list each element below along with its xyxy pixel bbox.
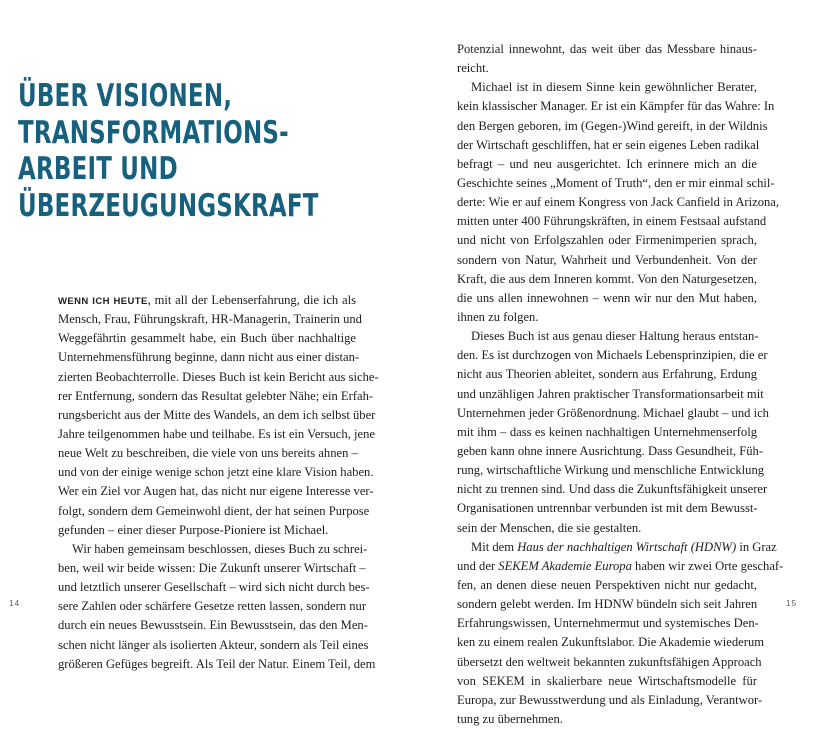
body-line: fen, an denen diese neuen Perspektiven nicht nur gedacht, [457, 577, 757, 592]
body-text-italic: SEKEM Akademie Europa [498, 558, 632, 573]
body-line: ihnen zu folgen. [457, 309, 539, 324]
body-line: nicht aus Theorien ableitet, sondern aus Erfahrung, Erdung [457, 367, 757, 382]
body-line: Organisationen untrennbar verbunden ist mit dem Bewusst- [457, 501, 758, 516]
body-line: Kraft, die aus dem Inneren kommt. Von den Naturgesetzen, [457, 271, 757, 286]
body-line: der Wirtschaft geschliffen, hat er sein eigenes Leben radikal [457, 137, 760, 152]
body-line: derte: Wie er auf einem Kongress von Jack Canfield in Arizona, [457, 195, 780, 210]
lead-in: WENN ICH HEUTE, [58, 296, 151, 307]
body-text-italic: Haus der nachhaltigen Wirtschaft (HDNW) [517, 539, 737, 554]
body-line: größeren Gefüges begreift. Als Teil der Natur. Einem Teil, dem [58, 656, 376, 671]
chapter-title-line: ÜBER VISIONEN, [18, 78, 233, 114]
body-line: Geschichte seines „Moment of Truth“, den er mir einmal schil- [457, 175, 775, 190]
body-line: Jahre teilgenommen habe und teilhabe. Es ist ein Versuch, jene [58, 426, 375, 441]
body-line: den. Es ist durchzogen von Michaels Lebensprinzipien, die er [457, 348, 768, 363]
body-line: und von der einige wenige schon jetzt eine klare Vision haben. [58, 465, 374, 480]
body-line: Potenzial innewohnt, das weit über das Messbare hinaus- [457, 42, 757, 56]
left-page-body [58, 291, 379, 674]
body-line: Michael ist in diesem Sinne kein gewöhnlicher Berater, [471, 80, 757, 95]
body-line: geben kann ohne innere Ausrichtung. Dass Gesundheit, Füh- [457, 443, 764, 458]
body-line: befragt – und neu ausgerichtet. Ich erinnere mich an die [457, 156, 757, 171]
body-line: sere Zahlen oder schärfere Gesetze retten lassen, sondern nur [58, 599, 367, 614]
body-line: folgt, sondern dem Gemeinwohl dient, der hat seinen Purpose [58, 503, 370, 518]
body-line: Dieses Buch ist aus genau dieser Haltung heraus entstan- [471, 329, 759, 344]
page-number-left: 14 [9, 599, 21, 608]
body-line: den Bergen geboren, im (Gegen-)Wind gereift, in der Wildnis [457, 118, 768, 133]
body-line: mitten unter 400 Führungskräften, in einem Festsaal aufstand [457, 214, 767, 229]
body-line: übersetzt den weltweit bekannten zukunftsfähigen Approach [457, 654, 762, 669]
body-line: reicht. [457, 61, 489, 76]
page-number-right: 15 [786, 599, 798, 608]
body-line: tung zu übernehmen. [457, 711, 563, 726]
body-line: rer Entfernung, sondern das Resultat gelebter Nähe; ein Erfah- [58, 388, 374, 403]
body-line: sondern von Natur, Wahrheit und Verbundenheit. Von der [457, 252, 757, 267]
body-line: und unzähligen Jahren praktischer Transformationsarbeit mit [457, 386, 764, 401]
body-line: rung, wirtschaftliche Wirkung und menschliche Entwicklung [457, 463, 765, 478]
body-line: zierten Beobachterrolle. Dieses Buch ist kein Bericht aus siche- [58, 369, 379, 384]
body-line: die uns allen innewohnen – wenn wir nur den Mut haben, [457, 290, 757, 305]
body-line: von SEKEM in skalierbare neue Wirtschaftsmodelle für [457, 673, 757, 688]
body-line: Weggefährtin gesammelt habe, ein Buch über nachhaltige [58, 331, 356, 346]
body-line: nicht zu trennen sind. Und dass die Zukunftsfähigkeit unserer [457, 482, 768, 497]
body-text: mit all der Lebenserfahrung, die ich als [150, 293, 356, 307]
body-line: Europa, zur Bewusstwerdung und als Einladung, Verantwor- [457, 692, 763, 707]
body-line: rungsbericht aus der Mitte des Wandels, an dem ich selbst über [58, 407, 376, 422]
body-line: neue Welt zu beschreiben, die viele von uns bereits ahnen – [58, 446, 358, 461]
body-line: sein der Menschen, die sie gestalten. [457, 520, 642, 535]
body-text: Mit dem [471, 539, 518, 554]
chapter-title [18, 78, 319, 224]
body-line: sondern gelebt werden. Im HDNW bündeln sich seit Jahren [457, 597, 758, 612]
body-line: und nicht von Erfolgszahlen oder Firmenimperien sprach, [457, 233, 757, 248]
body-line: Wer ein Ziel vor Augen hat, das nicht nur eigene Interesse ver- [58, 484, 374, 499]
body-line: ken zu einem realen Zukunftslabor. Die Akademie wiederum [457, 635, 765, 650]
body-line [457, 557, 784, 576]
chapter-title-line: ÜBERZEUGUNGSKRAFT [18, 187, 319, 224]
chapter-title-line: ARBEIT UND [18, 151, 178, 187]
body-line: schen nicht länger als isolierten Akteur, sondern als Teil eines [58, 637, 369, 652]
body-text: in Graz [736, 539, 777, 554]
body-line: Unternehmen jeder Größenordnung. Michael glaubt – und ich [457, 405, 769, 420]
body-line: und letztlich unserer Gesellschaft – wird sich nicht durch bes- [58, 580, 370, 595]
body-line: ben, weil wir beide wissen: Die Zukunft unserer Wirtschaft – [58, 560, 366, 575]
body-line: durch ein neues Bewusstsein. Ein Bewusstsein, das den Men- [58, 618, 368, 633]
body-line: Mensch, Frau, Führungskraft, HR-Managerin, Trainerin und [58, 312, 362, 327]
body-line: kein klassischer Manager. Er ist ein Kämpfer für das Wahre: In [457, 99, 775, 114]
body-line: Unternehmensführung beginne, dann nicht aus einer distan- [58, 350, 360, 365]
body-text: und der [457, 558, 499, 573]
body-line [58, 291, 356, 310]
body-line: Erfahrungswissen, Unternehmermut und systemisches Den- [457, 616, 759, 631]
body-text: haben wir zwei Orte geschaf- [631, 558, 784, 573]
body-line: mit ihm – dass es keinen nachhaltigen Unternehmenserfolg [457, 424, 757, 439]
chapter-title-line: TRANSFORMATIONS- [18, 114, 289, 151]
body-line: gefunden – einer dieser Purpose-Pioniere ist Michael. [58, 522, 329, 537]
right-page-body [457, 40, 784, 729]
body-line: Wir haben gemeinsam beschlossen, dieses Buch zu schrei- [72, 541, 368, 556]
body-line [457, 538, 777, 557]
